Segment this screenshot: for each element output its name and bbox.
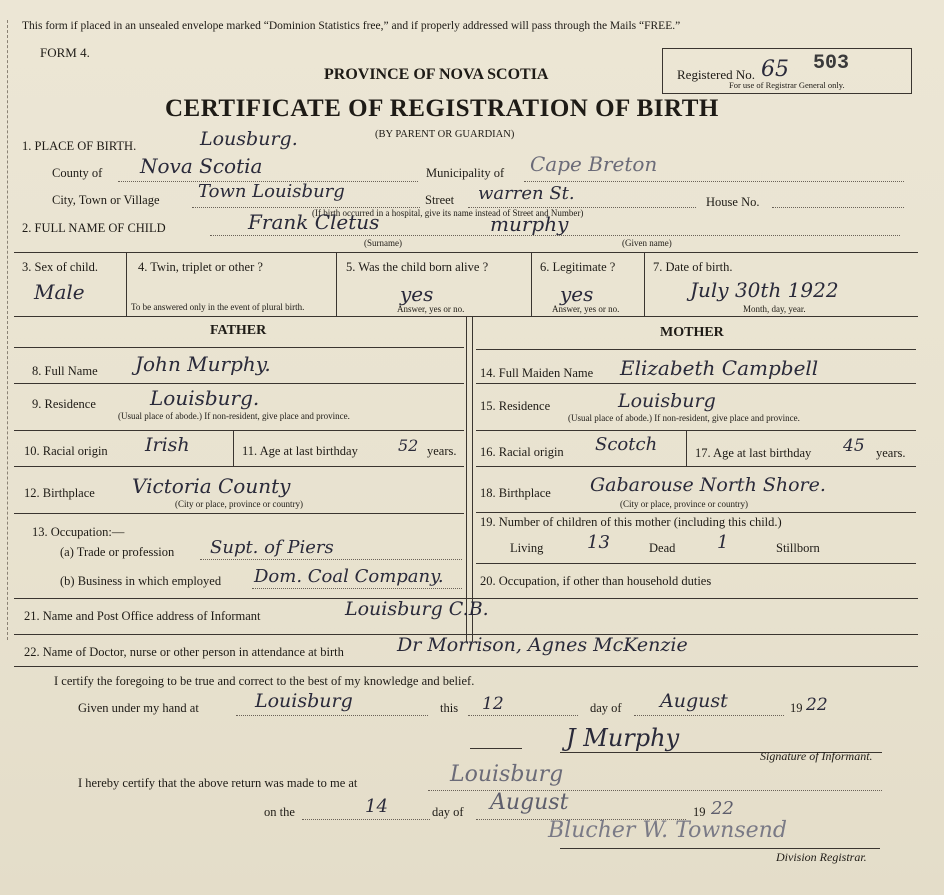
dead-value: 1 (717, 532, 729, 553)
date-label: 7. Date of birth. (653, 260, 733, 274)
province-heading: PROVINCE OF NOVA SCOTIA (324, 66, 549, 83)
legitimate-label: 6. Legitimate ? (540, 260, 616, 274)
legitimate-value: yes (560, 282, 594, 306)
city-label: City, Town or Village (52, 193, 160, 207)
mother-age-value: 45 (843, 436, 865, 456)
mother-racial-value: Scotch (595, 434, 658, 455)
registration-box (662, 48, 912, 94)
date-note: Month, day, year. (743, 304, 806, 314)
father-age-value: 52 (398, 436, 419, 455)
mother-birthplace-value: Gabarouse North Shore. (590, 474, 826, 496)
sex-label: 3. Sex of child. (22, 260, 99, 274)
return-dayof-label: day of (432, 805, 464, 819)
informant-signature: J Murphy (566, 724, 680, 752)
alive-label: 5. Was the child born alive ? (346, 260, 489, 274)
doctor-value: Dr Morrison, Agnes McKenzie (397, 634, 688, 656)
child-name-label: 2. FULL NAME OF CHILD (22, 221, 166, 235)
return-year: 22 (711, 798, 734, 819)
registered-number: 65 (761, 57, 789, 82)
place-value: Lousburg. (200, 128, 298, 150)
trade-label: (a) Trade or profession (60, 545, 175, 559)
mail-notice: This form if placed in an unsealed envelope marked “Dominion Statistics free,” and if properly addressed will pass through the Mails “FREE.” (22, 20, 681, 32)
father-age-label: 11. Age at last birthday (242, 444, 358, 458)
mother-name-label: 14. Full Maiden Name (480, 366, 594, 380)
certificate-title: CERTIFICATE OF REGISTRATION OF BIRTH (165, 95, 719, 122)
informant-value: Louisburg C.B. (345, 598, 489, 620)
child-given-value: Frank Cletus (248, 210, 380, 234)
day-value: 12 (482, 694, 504, 714)
year-value: 22 (806, 695, 828, 715)
city-value: Town Louisburg (198, 181, 345, 202)
left-perforation (7, 20, 8, 640)
doctor-label: 22. Name of Doctor, nurse or other person in attendance at birth (24, 645, 344, 659)
father-age-unit: years. (427, 444, 457, 458)
on-the-label: on the (264, 805, 295, 819)
county-value: Nova Scotia (140, 154, 263, 178)
alive-value: yes (400, 282, 434, 306)
registrar-label: Division Registrar. (776, 850, 867, 864)
given-place: Louisburg (255, 690, 353, 712)
certificate-subtitle: (BY PARENT OR GUARDIAN) (375, 129, 515, 140)
given-label: Given under my hand at (78, 701, 199, 715)
sex-value: Male (34, 280, 85, 304)
municipality-label: Municipality of (426, 166, 505, 180)
father-residence-label: 9. Residence (32, 397, 96, 411)
twin-note: To be answered only in the event of plural birth. (131, 302, 305, 312)
occupation-label: 13. Occupation:— (32, 525, 125, 539)
father-birthplace-value: Victoria County (132, 474, 291, 498)
father-name-value: John Murphy. (135, 352, 271, 376)
hospital-note: (If birth occurred in a hospital, give its name instead of Street and Number) (312, 208, 584, 218)
this-label: this (440, 701, 459, 715)
mother-age-label: 17. Age at last birthday (695, 446, 812, 460)
father-heading: FATHER (210, 323, 267, 338)
stillborn-label: Stillborn (776, 541, 820, 555)
signature-label: Signature of Informant. (760, 749, 873, 763)
business-label: (b) Business in which employed (60, 574, 222, 588)
mother-birthplace-label: 18. Birthplace (480, 486, 551, 500)
month-value: August (660, 690, 728, 712)
father-racial-label: 10. Racial origin (24, 444, 108, 458)
child-surname-value: murphy (490, 212, 569, 236)
given-note: (Given name) (622, 238, 672, 248)
twin-label: 4. Twin, triplet or other ? (138, 260, 263, 274)
registrar-signature: Blucher W. Townsend (548, 818, 787, 843)
mother-residence-label: 15. Residence (480, 399, 551, 413)
return-day: 14 (365, 796, 388, 817)
place-label: 1. PLACE OF BIRTH. (22, 139, 137, 153)
municipality-value: Cape Breton (530, 152, 658, 176)
year-prefix: 19 (790, 701, 803, 715)
living-value: 13 (587, 532, 610, 553)
mother-residence-value: Louisburg (618, 390, 716, 412)
street-value: warren St. (478, 183, 575, 204)
return-place: Louisburg (450, 762, 564, 787)
mother-racial-label: 16. Racial origin (480, 445, 564, 459)
informant-label: 21. Name and Post Office address of Informant (24, 609, 261, 623)
father-racial-value: Irish (145, 434, 190, 456)
form-number: FORM 4. (40, 45, 90, 60)
house-label: House No. (706, 195, 760, 209)
mother-occupation-label: 20. Occupation, if other than household duties (480, 574, 712, 588)
father-birthplace-note: (City or place, province or country) (175, 499, 303, 509)
living-label: Living (510, 541, 544, 555)
father-birthplace-label: 12. Birthplace (24, 486, 95, 500)
father-name-label: 8. Full Name (32, 364, 98, 378)
mother-birthplace-note: (City or place, province or country) (620, 499, 748, 509)
father-residence-note: (Usual place of abode.) If non-resident, give place and province. (118, 411, 350, 421)
registrar-note: For use of Registrar General only. (729, 80, 845, 90)
mother-heading: MOTHER (660, 325, 724, 340)
dayof-label: day of (590, 701, 622, 715)
trade-value: Supt. of Piers (210, 537, 334, 558)
father-residence-value: Louisburg. (150, 386, 260, 410)
mother-age-unit: years. (876, 446, 906, 460)
return-month: August (490, 790, 569, 815)
county-label: County of (52, 166, 103, 180)
registered-label: Registered No. (677, 67, 755, 82)
surname-note: (Surname) (364, 238, 402, 248)
business-value: Dom. Coal Company. (254, 566, 444, 587)
certify-statement: I certify the foregoing to be true and correct to the best of my knowledge and belief. (54, 674, 475, 688)
dead-label: Dead (649, 541, 676, 555)
return-statement: I hereby certify that the above return was made to me at (78, 776, 358, 790)
children-label: 19. Number of children of this mother (including this child.) (480, 515, 782, 529)
return-year-prefix: 19 (693, 805, 706, 819)
alive-note: Answer, yes or no. (397, 304, 465, 314)
mother-name-value: Elizabeth Campbell (620, 356, 819, 380)
street-label: Street (425, 193, 455, 207)
registered-stamp: 503 (813, 52, 850, 75)
date-value: July 30th 1922 (690, 278, 839, 302)
legitimate-note: Answer, yes or no. (552, 304, 620, 314)
mother-residence-note: (Usual place of abode.) If non-resident, give place and province. (568, 413, 800, 423)
